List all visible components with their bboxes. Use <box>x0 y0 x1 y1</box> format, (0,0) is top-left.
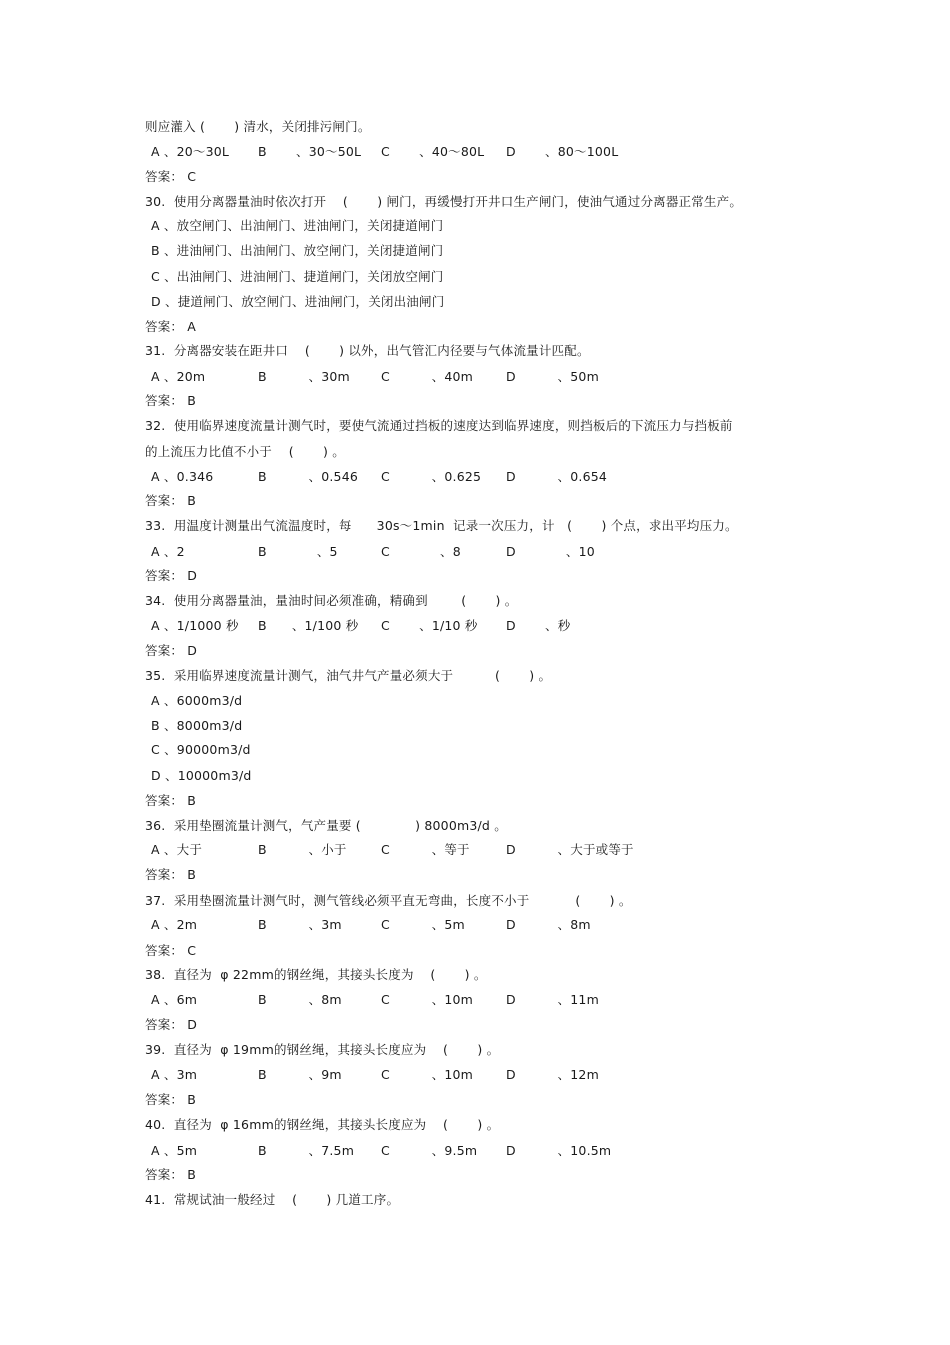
option-c: C 、0.625 <box>381 469 482 484</box>
answer-29: 答案： C <box>145 169 197 184</box>
option-b: B 、30m <box>258 369 350 384</box>
question-36: 36. 采用垫圈流量计测气，气产量要 ( ) 8000m3/d 。 <box>145 818 507 833</box>
answer-31: 答案： B <box>145 393 197 408</box>
option-d: D 、12m <box>506 1067 599 1082</box>
options-row-32 <box>151 466 608 488</box>
option-b: B 、进油闸门、出油闸门、放空闸门，关闭捷道闸门 <box>151 243 444 258</box>
option-a: A 、5m <box>151 1143 198 1158</box>
option-c: C 、10m <box>381 1067 474 1082</box>
question-40: 40. 直径为 φ 16mm的钢丝绳，其接头长度应为 ( ) 。 <box>145 1117 500 1132</box>
options-row-31 <box>151 366 599 388</box>
options-row-40 <box>151 1140 612 1162</box>
option-c: C 、40m <box>381 369 474 384</box>
option-c: C 、40～80L <box>381 144 485 159</box>
option-a: A 、2 <box>151 544 185 559</box>
option-c: C 、出油闸门、进油闸门、捷道闸门，关闭放空闸门 <box>151 269 444 284</box>
option-d: D 、10.5m <box>506 1143 612 1158</box>
option-b: B 、9m <box>258 1067 342 1082</box>
option-b: B 、7.5m <box>258 1143 355 1158</box>
option-a: A 、放空闸门、出油闸门、进油闸门，关闭捷道闸门 <box>151 218 444 233</box>
option-b: B 、0.546 <box>258 469 358 484</box>
question-29-continued: 则应灌入 ( ) 清水，关闭排污闸门。 <box>145 119 371 134</box>
option-b: B 、3m <box>258 917 342 932</box>
question-33: 33. 用温度计测量出气流温度时，每 30s～1min 记录一次压力，计 ( ) 个点，求出平均压力。 <box>145 518 738 533</box>
option-c: C 、5m <box>381 917 465 932</box>
options-row-38 <box>151 989 599 1011</box>
question-39: 39. 直径为 φ 19mm的钢丝绳，其接头长度应为 ( ) 。 <box>145 1042 500 1057</box>
option-c: C 、8 <box>381 544 461 559</box>
question-32-continued: 的上流压力比值不小于 ( ) 。 <box>145 444 345 459</box>
answer-37: 答案： C <box>145 943 197 958</box>
option-a: A 、0.346 <box>151 469 214 484</box>
option-c: C 、等于 <box>381 842 470 857</box>
question-30: 30. 使用分离器量油时依次打开 ( ) 闸门，再缓慢打开井口生产闸门，使油气通过分离器正常生产。 <box>145 194 743 209</box>
option-b: B 、1/100 秒 <box>258 618 359 633</box>
answer-39: 答案： B <box>145 1092 197 1107</box>
option-c: C 、10m <box>381 992 474 1007</box>
option-b: B 、小于 <box>258 842 347 857</box>
answer-40: 答案： B <box>145 1167 197 1182</box>
option-a: A 、3m <box>151 1067 198 1082</box>
option-a: A 、20～30L <box>151 144 230 159</box>
option-c: C 、1/10 秒 <box>381 618 478 633</box>
options-row-39 <box>151 1064 599 1086</box>
answer-35: 答案： B <box>145 793 197 808</box>
option-b: B 、8000m3/d <box>151 718 243 733</box>
options-row-34 <box>151 615 571 637</box>
option-d: D 、10000m3/d <box>151 768 252 783</box>
option-c: C 、90000m3/d <box>151 742 251 757</box>
options-row-33 <box>151 541 595 563</box>
answer-33: 答案： D <box>145 568 198 583</box>
option-a: A 、6m <box>151 992 198 1007</box>
option-b: B 、8m <box>258 992 342 1007</box>
option-d: D 、50m <box>506 369 599 384</box>
answer-30: 答案： A <box>145 319 197 334</box>
option-d: D 、大于或等于 <box>506 842 634 857</box>
answer-36: 答案： B <box>145 867 197 882</box>
answer-38: 答案： D <box>145 1017 198 1032</box>
question-34: 34. 使用分离器量油，量油时间必须准确，精确到 ( ) 。 <box>145 593 518 608</box>
options-row-37 <box>151 914 591 936</box>
option-b: B 、30～50L <box>258 144 362 159</box>
option-a: A 、20m <box>151 369 206 384</box>
option-b: B 、5 <box>258 544 338 559</box>
option-a: A 、2m <box>151 917 198 932</box>
option-d: D 、11m <box>506 992 599 1007</box>
options-row-29 <box>151 141 619 163</box>
question-32: 32. 使用临界速度流量计测气时，要使气流通过挡板的速度达到临界速度，则挡板后的下流压力与挡板前 <box>145 418 733 433</box>
option-c: C 、9.5m <box>381 1143 478 1158</box>
question-37: 37. 采用垫圈流量计测气时，测气管线必须平直无弯曲，长度不小于 ( ) 。 <box>145 893 632 908</box>
option-a: A 、大于 <box>151 842 203 857</box>
option-a: A 、1/1000 秒 <box>151 618 239 633</box>
option-d: D 、捷道闸门、放空闸门、进油闸门，关闭出油闸门 <box>151 294 445 309</box>
option-d: D 、0.654 <box>506 469 608 484</box>
option-d: D 、秒 <box>506 618 571 633</box>
option-a: A 、6000m3/d <box>151 693 243 708</box>
options-row-36 <box>151 839 634 861</box>
answer-32: 答案： B <box>145 493 197 508</box>
option-d: D 、80～100L <box>506 144 619 159</box>
question-41: 41. 常规试油一般经过 ( ) 几道工序。 <box>145 1192 400 1207</box>
option-d: D 、8m <box>506 917 591 932</box>
question-38: 38. 直径为 φ 22mm的钢丝绳，其接头长度为 ( ) 。 <box>145 967 487 982</box>
answer-34: 答案： D <box>145 643 198 658</box>
question-31: 31. 分离器安装在距井口 ( ) 以外，出气管汇内径要与气体流量计匹配。 <box>145 343 590 358</box>
option-d: D 、10 <box>506 544 595 559</box>
question-35: 35. 采用临界速度流量计测气，油气井气产量必须大于 ( ) 。 <box>145 668 552 683</box>
